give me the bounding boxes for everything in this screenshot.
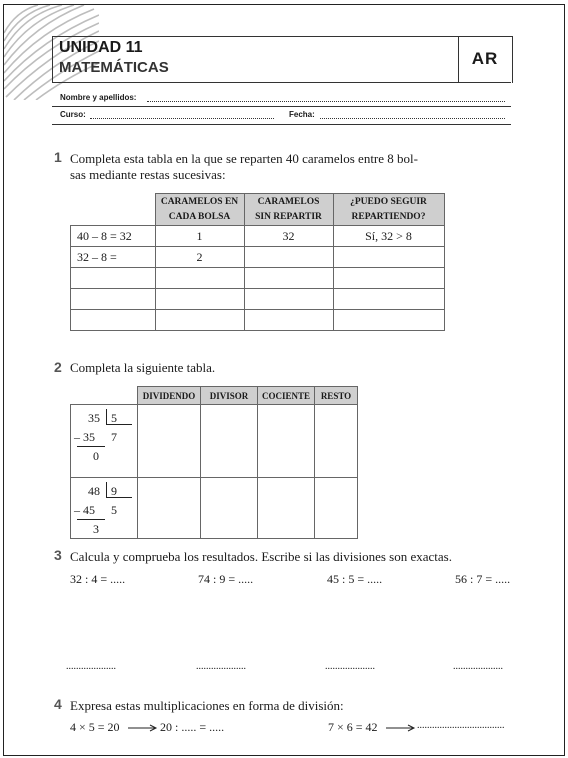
table-cell[interactable] — [333, 268, 444, 289]
table-cell[interactable] — [71, 310, 156, 331]
level-code: AR — [458, 36, 511, 82]
division-exercise[interactable]: 56 : 7 = ..... — [455, 572, 511, 586]
table-cell[interactable] — [244, 268, 333, 289]
table-row — [71, 289, 445, 310]
course-field[interactable] — [90, 118, 274, 119]
answer-line[interactable]: .................... — [325, 661, 375, 672]
table-row — [71, 405, 358, 478]
answer-cell[interactable] — [315, 405, 358, 478]
column-header: DIVIDENDO — [138, 387, 201, 405]
division-answer[interactable]: ................................... — [417, 720, 505, 731]
table-cell[interactable] — [333, 289, 444, 310]
answer-cell[interactable] — [138, 478, 201, 539]
table-cell[interactable] — [244, 310, 333, 331]
arrow-right-icon — [128, 723, 158, 733]
answer-cell[interactable] — [315, 478, 358, 539]
column-header — [155, 194, 244, 226]
dividend: 48 — [88, 484, 100, 498]
subtraction-line — [77, 519, 105, 520]
answer-line[interactable]: .................... — [453, 661, 503, 672]
division-bracket — [106, 424, 132, 425]
header-line: CADA BOLSA — [168, 211, 231, 222]
table-row — [71, 478, 358, 539]
arrow-right-icon — [386, 723, 416, 733]
column-header — [244, 194, 333, 226]
answer-line[interactable]: .................... — [196, 661, 246, 672]
division-exercise[interactable]: 32 : 4 = ..... — [70, 572, 126, 586]
answer-cell[interactable] — [201, 478, 258, 539]
column-header: DIVISOR — [201, 387, 258, 405]
quotient: 7 — [111, 430, 117, 444]
exercise-number: 4 — [54, 696, 62, 712]
division-cell — [71, 405, 138, 478]
date-label: Fecha: — [289, 110, 315, 119]
long-division — [71, 478, 137, 538]
division-exercise[interactable]: 45 : 5 = ..... — [327, 572, 383, 586]
table-cell[interactable]: 32 – 8 = — [71, 247, 156, 268]
divider — [52, 106, 511, 107]
subtraction-line — [77, 446, 105, 447]
unit-title: UNIDAD 11 — [59, 39, 143, 56]
divisor: 9 — [111, 484, 117, 498]
table-cell: 1 — [155, 226, 244, 247]
header-line: SIN REPARTIR — [255, 211, 322, 222]
subtrahend: – 35 — [74, 430, 95, 444]
quotient: 5 — [111, 503, 117, 517]
table-cell: 40 – 8 = 32 — [71, 226, 156, 247]
divisor: 5 — [111, 411, 117, 425]
division-answer[interactable]: 20 : ..... = ..... — [160, 720, 225, 734]
division-cell — [71, 478, 138, 539]
answer-cell[interactable] — [258, 478, 315, 539]
answer-cell[interactable] — [138, 405, 201, 478]
table-row — [71, 310, 445, 331]
exercise-2-table — [70, 386, 358, 539]
answer-cell[interactable] — [258, 405, 315, 478]
table-row — [71, 247, 445, 268]
header-line: CARAMELOS EN — [160, 196, 239, 207]
division-bracket — [106, 409, 107, 424]
exercise-4-text: Expresa estas multiplicaciones en forma de división: — [70, 698, 344, 713]
exercise-2-text: Completa la siguiente tabla. — [70, 360, 216, 375]
column-header: RESTO — [315, 387, 358, 405]
exercise-1-text-line1: Completa esta tabla en la que se reparten 40 caramelos entre 8 bol- — [70, 151, 418, 166]
header-line: CARAMELOS — [257, 196, 320, 207]
table-cell: 2 — [155, 247, 244, 268]
divider — [52, 82, 511, 83]
exercise-number: 2 — [54, 359, 62, 375]
table-cell[interactable] — [71, 289, 156, 310]
worksheet-header — [52, 36, 511, 124]
exercise-number: 1 — [54, 149, 62, 165]
column-header: COCIENTE — [258, 387, 315, 405]
dividend: 35 — [88, 411, 100, 425]
table-cell[interactable] — [244, 289, 333, 310]
name-field[interactable] — [147, 101, 505, 102]
name-label: Nombre y apellidos: — [60, 93, 137, 102]
exercise-1-table — [70, 193, 445, 331]
division-bracket — [106, 482, 107, 497]
remainder: 3 — [93, 522, 99, 536]
table-cell[interactable] — [71, 268, 156, 289]
subject-title: MATEMÁTICAS — [59, 59, 169, 76]
subtrahend: – 45 — [74, 503, 95, 517]
table-cell[interactable] — [333, 247, 444, 268]
table-cell[interactable] — [155, 310, 244, 331]
course-label: Curso: — [60, 110, 86, 119]
answer-line[interactable]: .................... — [66, 661, 116, 672]
table-cell[interactable] — [333, 310, 444, 331]
table-cell: Sí, 32 > 8 — [333, 226, 444, 247]
empty-corner — [71, 194, 156, 226]
empty-corner — [71, 387, 138, 405]
multiplication: 4 × 5 = 20 — [70, 720, 120, 734]
remainder: 0 — [93, 449, 99, 463]
table-cell[interactable] — [155, 289, 244, 310]
table-cell: 32 — [244, 226, 333, 247]
exercise-3-text: Calcula y comprueba los resultados. Escribe si las divisiones son exactas. — [70, 549, 452, 564]
table-cell[interactable] — [155, 268, 244, 289]
table-row — [71, 226, 445, 247]
multiplication: 7 × 6 = 42 — [328, 720, 378, 734]
exercise-number: 3 — [54, 547, 62, 563]
answer-cell[interactable] — [201, 405, 258, 478]
header-line: REPARTIENDO? — [351, 211, 426, 222]
table-row — [71, 268, 445, 289]
long-division — [71, 405, 137, 477]
division-exercise[interactable]: 74 : 9 = ..... — [198, 572, 254, 586]
divider — [52, 124, 511, 125]
exercise-1-text-line2: sas mediante restas sucesivas: — [70, 167, 226, 182]
table-cell[interactable] — [244, 247, 333, 268]
header-line: ¿PUEDO SEGUIR — [350, 196, 427, 207]
division-bracket — [106, 497, 132, 498]
date-field[interactable] — [320, 118, 505, 119]
column-header — [333, 194, 444, 226]
